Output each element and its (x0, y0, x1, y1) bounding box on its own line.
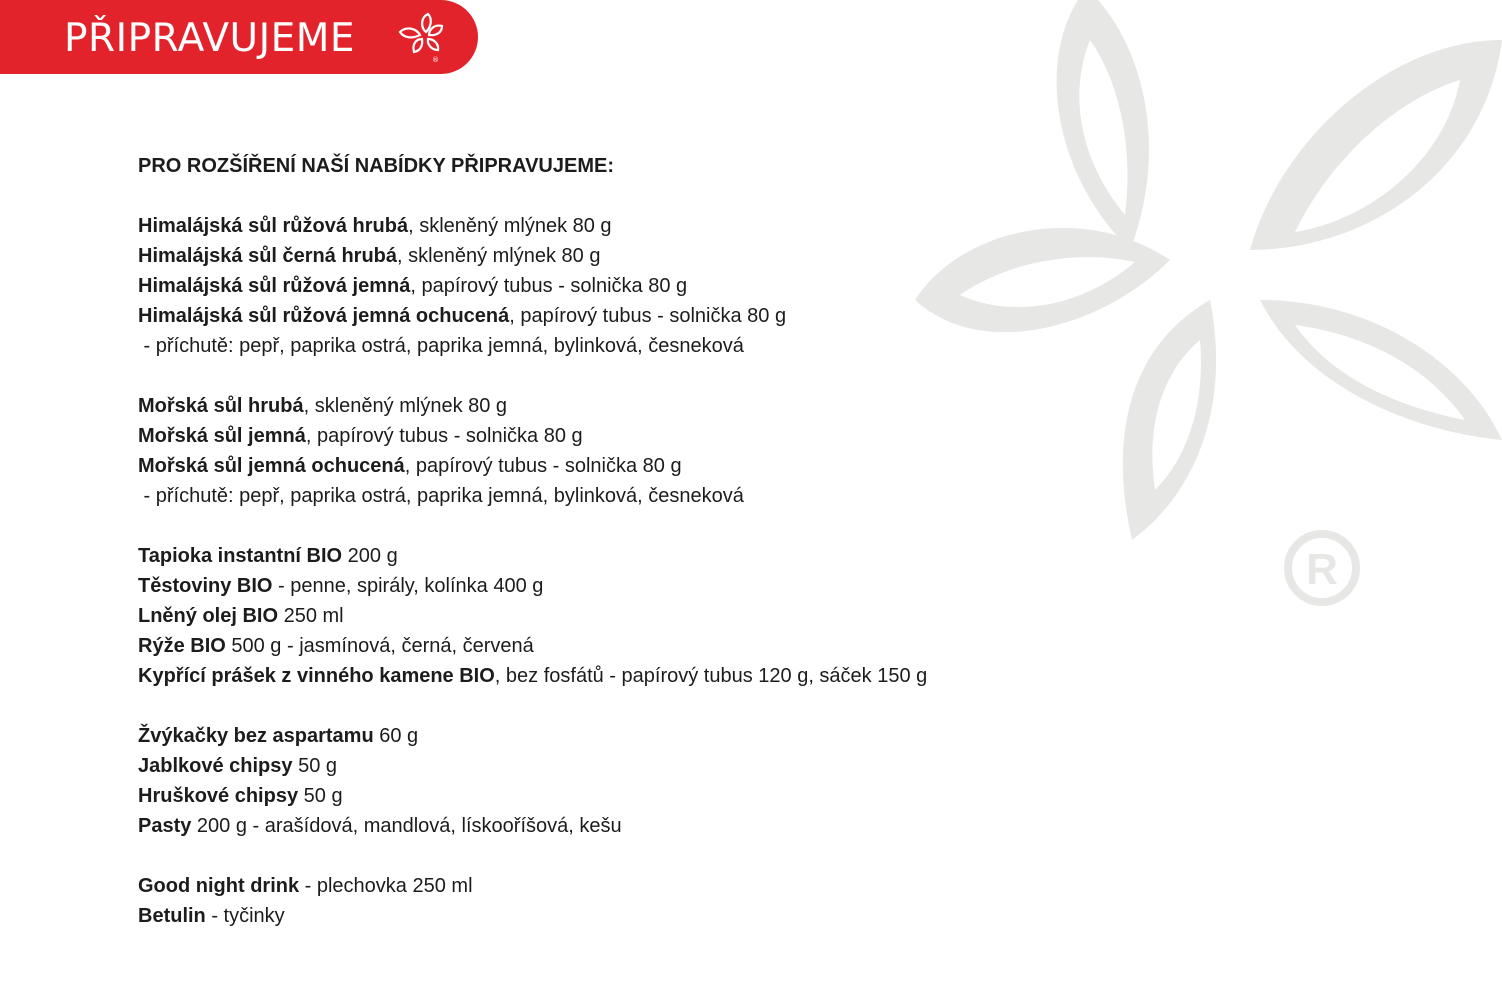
list-item (138, 601, 1138, 631)
product-name: Jablkové chipsy (138, 755, 293, 777)
product-name: Himalájská sůl růžová hrubá (138, 215, 409, 237)
list-item (138, 811, 1138, 841)
product-groups (138, 211, 1138, 931)
spacer (138, 511, 1138, 541)
spacer (138, 841, 1138, 871)
list-item (138, 481, 1138, 511)
list-item (138, 211, 1138, 241)
product-name: Mořská sůl jemná ochucená (138, 455, 405, 477)
product-detail: 50 g (298, 785, 343, 807)
product-group (138, 721, 1138, 841)
product-detail: - plechovka 250 ml (299, 875, 473, 897)
list-item (138, 631, 1138, 661)
product-name: Himalájská sůl růžová jemná (138, 275, 411, 297)
product-detail: , skleněný mlýnek 80 g (408, 215, 612, 237)
product-detail: , bez fosfátů - papírový tubus 120 g, sáček 150 g (494, 665, 928, 687)
list-item (138, 421, 1138, 451)
product-name: Hruškové chipsy (138, 785, 299, 807)
product-group (138, 391, 1138, 511)
product-detail: - penne, spirály, kolínka 400 g (272, 575, 544, 597)
list-item (138, 271, 1138, 301)
product-name: Tapioka instantní BIO (138, 545, 343, 567)
flower-logo-icon (394, 8, 456, 66)
product-name: Himalájská sůl růžová jemná ochucená (138, 305, 510, 327)
product-detail: 200 g - arašídová, mandlová, lískooříšová, kešu (191, 815, 622, 837)
list-item (138, 451, 1138, 481)
spacer (138, 181, 1138, 211)
product-detail: , papírový tubus - solnička 80 g (305, 425, 583, 447)
spacer (138, 361, 1138, 391)
product-group (138, 541, 1138, 691)
product-detail: , papírový tubus - solnička 80 g (509, 305, 787, 327)
product-detail: 60 g (373, 725, 419, 747)
svg-text:®: ® (432, 56, 439, 64)
product-detail: , skleněný mlýnek 80 g (303, 395, 508, 417)
product-name: Rýže BIO (138, 635, 226, 657)
product-detail: , papírový tubus - solnička 80 g (410, 275, 688, 297)
list-item (138, 871, 1138, 901)
product-detail: 250 ml (278, 605, 344, 627)
product-name: Mořská sůl jemná (138, 425, 306, 447)
product-name: Pasty (138, 815, 192, 837)
product-name: Lněný olej BIO (138, 605, 279, 627)
product-detail: 200 g (342, 545, 398, 567)
list-item (138, 331, 1138, 361)
list-item (138, 781, 1138, 811)
product-name: Good night drink (138, 875, 300, 897)
product-detail: - příchutě: pepř, paprika ostrá, paprika jemná, bylinková, česneková (138, 335, 744, 357)
list-item (138, 541, 1138, 571)
list-heading: PRO ROZŠÍŘENÍ NAŠÍ NABÍDKY PŘIPRAVUJEME: (138, 155, 614, 177)
product-name: Mořská sůl hrubá (138, 395, 304, 417)
list-item (138, 901, 1138, 931)
page-title: PŘIPRAVUJEME (64, 16, 355, 61)
product-detail: , papírový tubus - solnička 80 g (404, 455, 682, 477)
product-name: Himalájská sůl černá hrubá (138, 245, 398, 267)
spacer (138, 691, 1138, 721)
product-list (138, 151, 1138, 931)
product-detail: - tyčinky (205, 905, 285, 927)
list-item (138, 571, 1138, 601)
product-group (138, 871, 1138, 931)
list-item (138, 301, 1138, 331)
product-name: Kypřící prášek z vinného kamene BIO (138, 665, 495, 687)
product-name: Těstoviny BIO (138, 575, 273, 597)
header-banner (0, 0, 478, 74)
product-name: Žvýkačky bez aspartamu (138, 725, 374, 747)
list-item (138, 391, 1138, 421)
list-item (138, 721, 1138, 751)
list-item (138, 661, 1138, 691)
list-item (138, 241, 1138, 271)
product-detail: 500 g - jasmínová, černá, červená (225, 635, 534, 657)
product-detail: 50 g (292, 755, 338, 777)
product-group (138, 211, 1138, 361)
product-detail: , skleněný mlýnek 80 g (397, 245, 601, 267)
list-item (138, 751, 1138, 781)
product-name: Betulin (138, 905, 206, 927)
svg-text:R: R (1306, 545, 1338, 594)
product-detail: - příchutě: pepř, paprika ostrá, paprika jemná, bylinková, česneková (138, 485, 744, 507)
